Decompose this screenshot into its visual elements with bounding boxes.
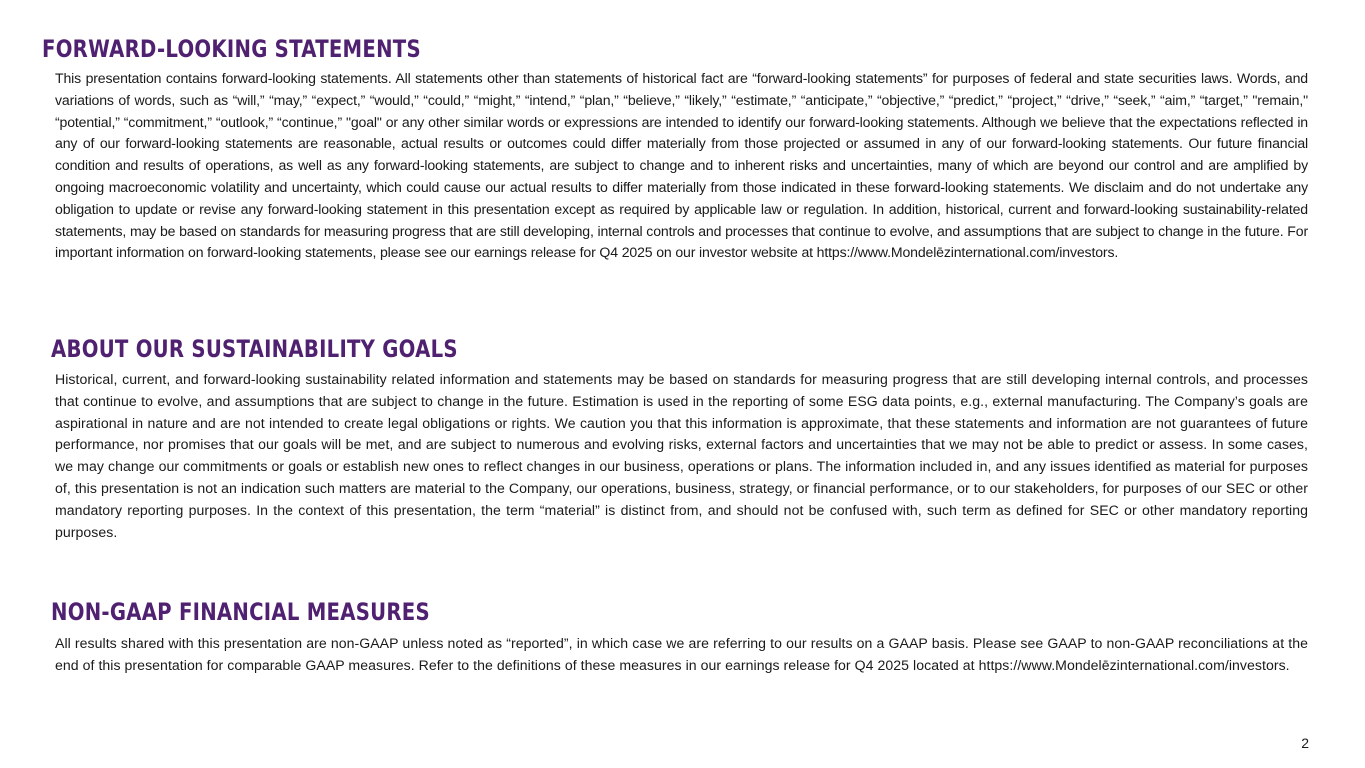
sustainability-goals-heading: ABOUT OUR SUSTAINABILITY GOALS <box>51 335 458 363</box>
sustainability-goals-text: Historical, current, and forward-looking sustainability related information and statements may be based on standards for measuring progress that are still developing internal controls, and processes that continue to evolve, and assumptions that are subject to change in the future. Estimation is used in the reporting of some ESG data points, e.g., external manufacturing. The Company’s goals are aspirational in nature and are not intended to create legal obligations or rights. We caution you that this information is approximate, that these statements and information are not guarantees of future performance, nor promises that our goals will be met, and are subject to numerous and evolving risks, external factors and uncertainties that we may not be able to predict or assess. In some cases, we may change our commitments or goals or establish new ones to reflect changes in our business, operations or plans. The information included in, and any issues identified as material for purposes of, this presentation is not an indication such matters are material to the Company, our operations, business, strategy, or financial performance, or to our stakeholders, for purposes of our SEC or other mandatory reporting purposes. In the context of this presentation, the term “material” is distinct from, and should not be confused with, such term as defined for SEC or other mandatory reporting purposes. <box>55 371 1308 540</box>
forward-looking-statements-heading: FORWARD-LOOKING STATEMENTS <box>42 35 421 63</box>
forward-looking-statements-text: This presentation contains forward-looking statements. All statements other than statements of historical fact are “forward-looking statements” for purposes of federal and state securities laws. Words, and variations of words, such as “will,” “may,” “expect,” “would,” “could,” “might,” “intend,” “plan,” “believe,” “likely,” “estimate,” “anticipate,” “objective,” “predict,” “project,” “drive,” “seek,” “aim,” “target,” "remain," “potential,” “commitment,” “outlook,” “continue,” "goal" or any other similar words or expressions are intended to identify our forward-looking statements. Although we believe that the expectations reflected in any of our forward-looking statements are reasonable, actual results or outcomes could differ materially from those projected or assumed in any of our forward-looking statements. Our future financial condition and results of operations, as well as any forward-looking statements, are subject to change and to inherent risks and uncertainties, many of which are beyond our control and are amplified by ongoing macroeconomic volatility and uncertainty, which could cause our actual results to differ materially from those indicated in these forward-looking statements. We disclaim and do not undertake any obligation to update or revise any forward-looking statement in this presentation except as required by applicable law or regulation. In addition, historical, current and forward-looking sustainability-related statements, may be based on standards for measuring progress that are still developing, internal controls and processes that continue to evolve, and assumptions that are subject to change in the future. For important information on forward-looking statements, please see our earnings release for Q4 2025 on our investor website at https://www.Mondelēzinternational.com/investors. <box>55 70 1308 261</box>
page-number: 2 <box>1301 735 1309 751</box>
non-gaap-measures-text: All results shared with this presentation are non-GAAP unless noted as “reported”, in which case we are referring to our results on a GAAP basis. Please see GAAP to non-GAAP reconciliations at the end of this presentation for comparable GAAP measures. Refer to the definitions of these measures in our earnings release for Q4 2025 located at https://www.Mondelēzinternational.com/investors. <box>55 635 1308 673</box>
non-gaap-measures-heading: NON-GAAP FINANCIAL MEASURES <box>51 598 430 626</box>
